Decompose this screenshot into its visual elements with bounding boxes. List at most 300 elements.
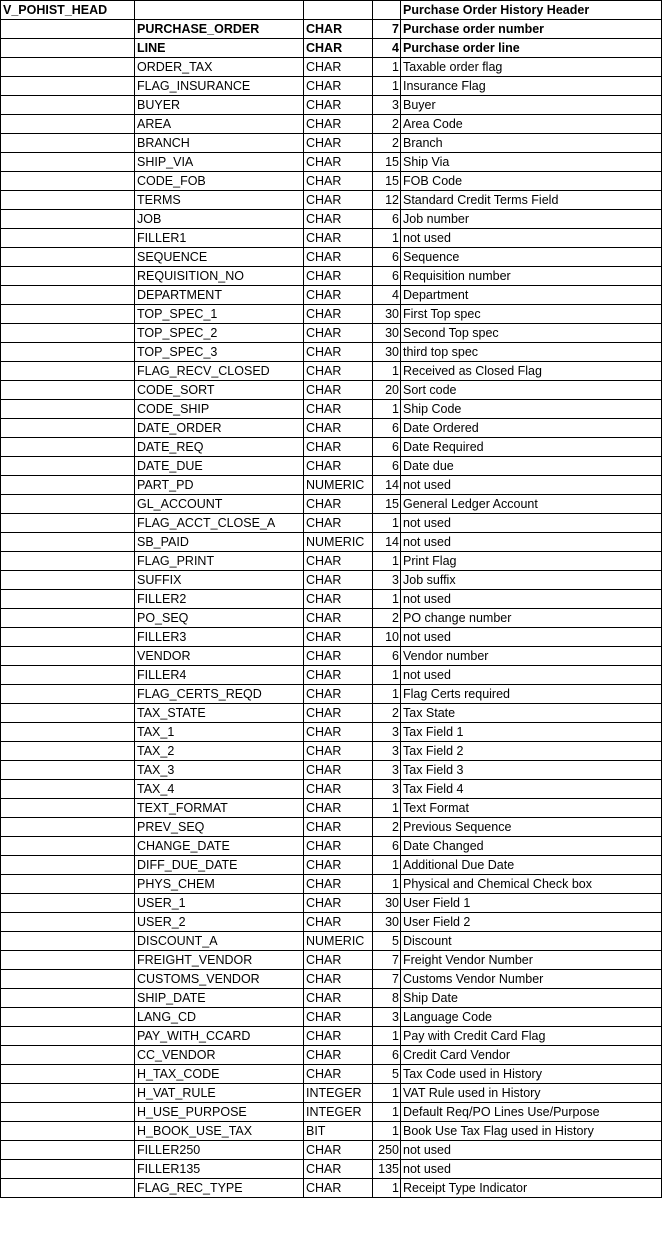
field-length-cell: 3 [373, 571, 401, 590]
field-name-cell: REQUISITION_NO [135, 267, 304, 286]
blank-cell [1, 818, 135, 837]
blank-cell [1, 1141, 135, 1160]
field-name-cell: SB_PAID [135, 533, 304, 552]
blank-cell [1, 989, 135, 1008]
field-length-cell: 6 [373, 419, 401, 438]
field-description-cell: PO change number [401, 609, 662, 628]
field-length-cell: 6 [373, 248, 401, 267]
field-description-cell: VAT Rule used in History [401, 1084, 662, 1103]
field-name-cell: H_USE_PURPOSE [135, 1103, 304, 1122]
field-length-cell: 1 [373, 514, 401, 533]
field-name-cell: FLAG_PRINT [135, 552, 304, 571]
data-type-cell: CHAR [304, 780, 373, 799]
table-row [1, 723, 662, 742]
field-description-cell: Additional Due Date [401, 856, 662, 875]
field-name-cell: JOB [135, 210, 304, 229]
blank-cell [1, 628, 135, 647]
field-name-cell: SHIP_VIA [135, 153, 304, 172]
table-name-cell: V_POHIST_HEAD [1, 1, 135, 20]
data-type-cell: CHAR [304, 761, 373, 780]
data-type-cell: CHAR [304, 913, 373, 932]
field-length-cell: 2 [373, 115, 401, 134]
blank-cell [1, 1084, 135, 1103]
table-row [1, 305, 662, 324]
field-description-cell: Job suffix [401, 571, 662, 590]
table-row [1, 210, 662, 229]
table-row [1, 552, 662, 571]
field-length-cell: 6 [373, 438, 401, 457]
field-description-cell: not used [401, 533, 662, 552]
field-name-cell: TAX_2 [135, 742, 304, 761]
field-description-cell: Physical and Chemical Check box [401, 875, 662, 894]
blank-cell [1, 514, 135, 533]
field-length-cell: 30 [373, 324, 401, 343]
table-row [1, 894, 662, 913]
blank-cell [1, 1179, 135, 1198]
field-length-cell: 1 [373, 799, 401, 818]
data-type-cell: CHAR [304, 248, 373, 267]
field-description-cell: Tax Field 2 [401, 742, 662, 761]
field-name-cell: SUFFIX [135, 571, 304, 590]
field-length-cell: 1 [373, 400, 401, 419]
data-type-cell: CHAR [304, 438, 373, 457]
blank-cell [1, 476, 135, 495]
blank-cell [1, 324, 135, 343]
blank-cell [1, 1027, 135, 1046]
field-length-cell: 7 [373, 951, 401, 970]
field-length-cell: 1 [373, 229, 401, 248]
field-length-cell: 14 [373, 533, 401, 552]
blank-cell [1, 647, 135, 666]
field-length-cell: 2 [373, 704, 401, 723]
table-row [1, 514, 662, 533]
table-row [1, 875, 662, 894]
field-name-cell: H_VAT_RULE [135, 1084, 304, 1103]
table-row [1, 628, 662, 647]
data-type-cell: CHAR [304, 837, 373, 856]
table-row [1, 1179, 662, 1198]
data-type-cell: CHAR [304, 115, 373, 134]
blank-cell [1, 495, 135, 514]
header-row [1, 1, 662, 20]
data-type-cell: CHAR [304, 1179, 373, 1198]
data-type-cell: CHAR [304, 989, 373, 1008]
data-type-cell: CHAR [304, 305, 373, 324]
field-name-cell: FILLER2 [135, 590, 304, 609]
data-type-cell: INTEGER [304, 1103, 373, 1122]
table-row [1, 248, 662, 267]
table-row [1, 58, 662, 77]
table-row [1, 1046, 662, 1065]
field-name-cell: SHIP_DATE [135, 989, 304, 1008]
field-length-cell: 1 [373, 362, 401, 381]
blank-cell [1, 134, 135, 153]
blank-cell [1, 552, 135, 571]
data-type-cell: CHAR [304, 267, 373, 286]
field-name-cell: TAX_STATE [135, 704, 304, 723]
field-name-cell: CODE_SORT [135, 381, 304, 400]
table-row [1, 400, 662, 419]
data-type-cell: CHAR [304, 495, 373, 514]
field-description-cell: Sequence [401, 248, 662, 267]
data-type-cell: CHAR [304, 704, 373, 723]
field-description-cell: Tax Field 1 [401, 723, 662, 742]
table-description-cell: Purchase Order History Header [401, 1, 662, 20]
blank-cell [1, 951, 135, 970]
data-type-cell: CHAR [304, 514, 373, 533]
table-row [1, 571, 662, 590]
table-row [1, 989, 662, 1008]
blank-cell [1, 343, 135, 362]
field-name-cell: ORDER_TAX [135, 58, 304, 77]
field-description-cell: User Field 1 [401, 894, 662, 913]
field-length-cell: 30 [373, 894, 401, 913]
table-row [1, 590, 662, 609]
table-row [1, 324, 662, 343]
field-description-cell: Receipt Type Indicator [401, 1179, 662, 1198]
table-row [1, 1141, 662, 1160]
field-name-cell: H_BOOK_USE_TAX [135, 1122, 304, 1141]
field-name-cell: TERMS [135, 191, 304, 210]
blank-cell [1, 96, 135, 115]
table-row [1, 362, 662, 381]
field-length-cell: 3 [373, 96, 401, 115]
table-row [1, 799, 662, 818]
blank-cell [1, 210, 135, 229]
field-description-cell: third top spec [401, 343, 662, 362]
field-description-cell: Requisition number [401, 267, 662, 286]
field-length-cell: 2 [373, 609, 401, 628]
field-name-cell: CHANGE_DATE [135, 837, 304, 856]
data-type-cell: CHAR [304, 1160, 373, 1179]
field-length-cell: 8 [373, 989, 401, 1008]
field-length-cell: 250 [373, 1141, 401, 1160]
table-row [1, 913, 662, 932]
field-length-cell: 15 [373, 172, 401, 191]
table-row [1, 761, 662, 780]
blank-cell [1, 894, 135, 913]
field-description-cell: Date due [401, 457, 662, 476]
blank-cell [1, 381, 135, 400]
field-description-cell: FOB Code [401, 172, 662, 191]
table-row [1, 704, 662, 723]
data-type-cell: NUMERIC [304, 932, 373, 951]
data-type-cell: CHAR [304, 1065, 373, 1084]
blank-cell [1, 286, 135, 305]
field-description-cell: Date Ordered [401, 419, 662, 438]
blank-cell [1, 932, 135, 951]
table-row [1, 115, 662, 134]
data-type-cell: CHAR [304, 362, 373, 381]
blank-cell [1, 39, 135, 58]
field-length-cell: 4 [373, 286, 401, 305]
field-name-cell: AREA [135, 115, 304, 134]
field-description-cell: Language Code [401, 1008, 662, 1027]
blank-cell [1, 913, 135, 932]
table-row [1, 837, 662, 856]
field-description-cell: Area Code [401, 115, 662, 134]
field-length-cell: 3 [373, 742, 401, 761]
blank-cell [1, 153, 135, 172]
field-name-cell: FILLER4 [135, 666, 304, 685]
empty-cell [135, 1, 304, 20]
field-description-cell: Standard Credit Terms Field [401, 191, 662, 210]
field-name-cell: USER_2 [135, 913, 304, 932]
data-type-cell: CHAR [304, 628, 373, 647]
data-type-cell: CHAR [304, 20, 373, 39]
field-name-cell: FREIGHT_VENDOR [135, 951, 304, 970]
field-name-cell: PART_PD [135, 476, 304, 495]
field-name-cell: FLAG_REC_TYPE [135, 1179, 304, 1198]
data-type-cell: CHAR [304, 1141, 373, 1160]
field-name-cell: DATE_ORDER [135, 419, 304, 438]
field-description-cell: Purchase order number [401, 20, 662, 39]
table-row [1, 1122, 662, 1141]
data-type-cell: CHAR [304, 723, 373, 742]
field-name-cell: CUSTOMS_VENDOR [135, 970, 304, 989]
field-length-cell: 1 [373, 666, 401, 685]
table-row [1, 742, 662, 761]
blank-cell [1, 571, 135, 590]
table-row [1, 1084, 662, 1103]
blank-cell [1, 685, 135, 704]
blank-cell [1, 1160, 135, 1179]
data-type-cell: CHAR [304, 1046, 373, 1065]
data-type-cell: CHAR [304, 419, 373, 438]
field-length-cell: 30 [373, 305, 401, 324]
field-name-cell: TAX_3 [135, 761, 304, 780]
table-row [1, 818, 662, 837]
data-type-cell: CHAR [304, 609, 373, 628]
field-description-cell: Department [401, 286, 662, 305]
field-description-cell: Tax Field 3 [401, 761, 662, 780]
data-type-cell: CHAR [304, 191, 373, 210]
table-row [1, 932, 662, 951]
field-description-cell: Second Top spec [401, 324, 662, 343]
table-row [1, 229, 662, 248]
field-length-cell: 1 [373, 1084, 401, 1103]
data-type-cell: CHAR [304, 58, 373, 77]
empty-cell [304, 1, 373, 20]
data-type-cell: CHAR [304, 856, 373, 875]
blank-cell [1, 799, 135, 818]
data-type-cell: CHAR [304, 894, 373, 913]
field-length-cell: 6 [373, 1046, 401, 1065]
blank-cell [1, 723, 135, 742]
field-length-cell: 20 [373, 381, 401, 400]
data-type-cell: CHAR [304, 153, 373, 172]
blank-cell [1, 875, 135, 894]
field-description-cell: Pay with Credit Card Flag [401, 1027, 662, 1046]
field-description-cell: Branch [401, 134, 662, 153]
field-description-cell: not used [401, 476, 662, 495]
data-type-cell: CHAR [304, 324, 373, 343]
data-type-cell: CHAR [304, 210, 373, 229]
field-name-cell: PO_SEQ [135, 609, 304, 628]
field-description-cell: not used [401, 514, 662, 533]
data-type-cell: NUMERIC [304, 476, 373, 495]
table-row [1, 1027, 662, 1046]
field-description-cell: Tax Code used in History [401, 1065, 662, 1084]
field-description-cell: not used [401, 229, 662, 248]
table-row [1, 343, 662, 362]
table-row [1, 1065, 662, 1084]
blank-cell [1, 837, 135, 856]
blank-cell [1, 1046, 135, 1065]
field-name-cell: FILLER250 [135, 1141, 304, 1160]
field-length-cell: 4 [373, 39, 401, 58]
field-length-cell: 30 [373, 343, 401, 362]
data-type-cell: CHAR [304, 818, 373, 837]
table-row [1, 685, 662, 704]
data-type-cell: CHAR [304, 77, 373, 96]
data-type-cell: CHAR [304, 39, 373, 58]
blank-cell [1, 1065, 135, 1084]
field-name-cell: DEPARTMENT [135, 286, 304, 305]
blank-cell [1, 305, 135, 324]
blank-cell [1, 590, 135, 609]
field-description-cell: not used [401, 590, 662, 609]
table-row [1, 20, 662, 39]
field-name-cell: TEXT_FORMAT [135, 799, 304, 818]
blank-cell [1, 400, 135, 419]
table-row [1, 419, 662, 438]
table-row [1, 1008, 662, 1027]
field-length-cell: 6 [373, 267, 401, 286]
table-row [1, 476, 662, 495]
field-description-cell: Buyer [401, 96, 662, 115]
field-name-cell: CC_VENDOR [135, 1046, 304, 1065]
field-length-cell: 2 [373, 818, 401, 837]
field-length-cell: 1 [373, 875, 401, 894]
blank-cell [1, 1008, 135, 1027]
field-name-cell: DIFF_DUE_DATE [135, 856, 304, 875]
blank-cell [1, 77, 135, 96]
field-description-cell: General Ledger Account [401, 495, 662, 514]
data-type-cell: CHAR [304, 951, 373, 970]
field-length-cell: 5 [373, 932, 401, 951]
field-name-cell: GL_ACCOUNT [135, 495, 304, 514]
field-name-cell: VENDOR [135, 647, 304, 666]
blank-cell [1, 172, 135, 191]
table-row [1, 533, 662, 552]
data-type-cell: CHAR [304, 571, 373, 590]
field-name-cell: CODE_FOB [135, 172, 304, 191]
field-length-cell: 1 [373, 1179, 401, 1198]
blank-cell [1, 457, 135, 476]
field-description-cell: Vendor number [401, 647, 662, 666]
field-length-cell: 1 [373, 1103, 401, 1122]
blank-cell [1, 704, 135, 723]
field-length-cell: 3 [373, 780, 401, 799]
field-length-cell: 1 [373, 58, 401, 77]
field-name-cell: DATE_REQ [135, 438, 304, 457]
field-length-cell: 6 [373, 210, 401, 229]
field-length-cell: 6 [373, 647, 401, 666]
field-description-cell: Tax State [401, 704, 662, 723]
data-type-cell: CHAR [304, 229, 373, 248]
blank-cell [1, 780, 135, 799]
field-name-cell: TOP_SPEC_2 [135, 324, 304, 343]
blank-cell [1, 1103, 135, 1122]
field-description-cell: Date Changed [401, 837, 662, 856]
field-description-cell: Ship Via [401, 153, 662, 172]
field-description-cell: not used [401, 1160, 662, 1179]
field-description-cell: First Top spec [401, 305, 662, 324]
field-name-cell: PHYS_CHEM [135, 875, 304, 894]
blank-cell [1, 419, 135, 438]
blank-cell [1, 58, 135, 77]
field-name-cell: FILLER1 [135, 229, 304, 248]
field-name-cell: FLAG_CERTS_REQD [135, 685, 304, 704]
field-length-cell: 5 [373, 1065, 401, 1084]
data-type-cell: CHAR [304, 742, 373, 761]
field-name-cell: H_TAX_CODE [135, 1065, 304, 1084]
field-length-cell: 1 [373, 552, 401, 571]
blank-cell [1, 1122, 135, 1141]
field-description-cell: Flag Certs required [401, 685, 662, 704]
field-length-cell: 15 [373, 153, 401, 172]
table-row [1, 153, 662, 172]
field-length-cell: 1 [373, 685, 401, 704]
table-row [1, 134, 662, 153]
field-length-cell: 2 [373, 134, 401, 153]
blank-cell [1, 438, 135, 457]
table-row [1, 457, 662, 476]
blank-cell [1, 362, 135, 381]
table-row [1, 191, 662, 210]
data-type-cell: CHAR [304, 457, 373, 476]
data-type-cell: CHAR [304, 172, 373, 191]
table-row [1, 381, 662, 400]
field-name-cell: FLAG_ACCT_CLOSE_A [135, 514, 304, 533]
field-description-cell: Received as Closed Flag [401, 362, 662, 381]
field-length-cell: 1 [373, 856, 401, 875]
table-row [1, 172, 662, 191]
field-name-cell: DISCOUNT_A [135, 932, 304, 951]
field-name-cell: BRANCH [135, 134, 304, 153]
table-row [1, 856, 662, 875]
data-type-cell: CHAR [304, 685, 373, 704]
field-description-cell: Previous Sequence [401, 818, 662, 837]
field-name-cell: SEQUENCE [135, 248, 304, 267]
table-row [1, 286, 662, 305]
field-length-cell: 1 [373, 1122, 401, 1141]
field-description-cell: Customs Vendor Number [401, 970, 662, 989]
table-row [1, 495, 662, 514]
blank-cell [1, 20, 135, 39]
field-description-cell: not used [401, 628, 662, 647]
field-description-cell: Text Format [401, 799, 662, 818]
field-length-cell: 6 [373, 457, 401, 476]
field-length-cell: 1 [373, 77, 401, 96]
data-type-cell: INTEGER [304, 1084, 373, 1103]
data-type-cell: CHAR [304, 666, 373, 685]
field-description-cell: Default Req/PO Lines Use/Purpose [401, 1103, 662, 1122]
table-row [1, 267, 662, 286]
data-type-cell: CHAR [304, 552, 373, 571]
blank-cell [1, 115, 135, 134]
blank-cell [1, 742, 135, 761]
field-name-cell: BUYER [135, 96, 304, 115]
blank-cell [1, 533, 135, 552]
data-type-cell: CHAR [304, 343, 373, 362]
table-row [1, 951, 662, 970]
field-length-cell: 7 [373, 20, 401, 39]
field-name-cell: DATE_DUE [135, 457, 304, 476]
field-description-cell: Date Required [401, 438, 662, 457]
data-type-cell: CHAR [304, 381, 373, 400]
